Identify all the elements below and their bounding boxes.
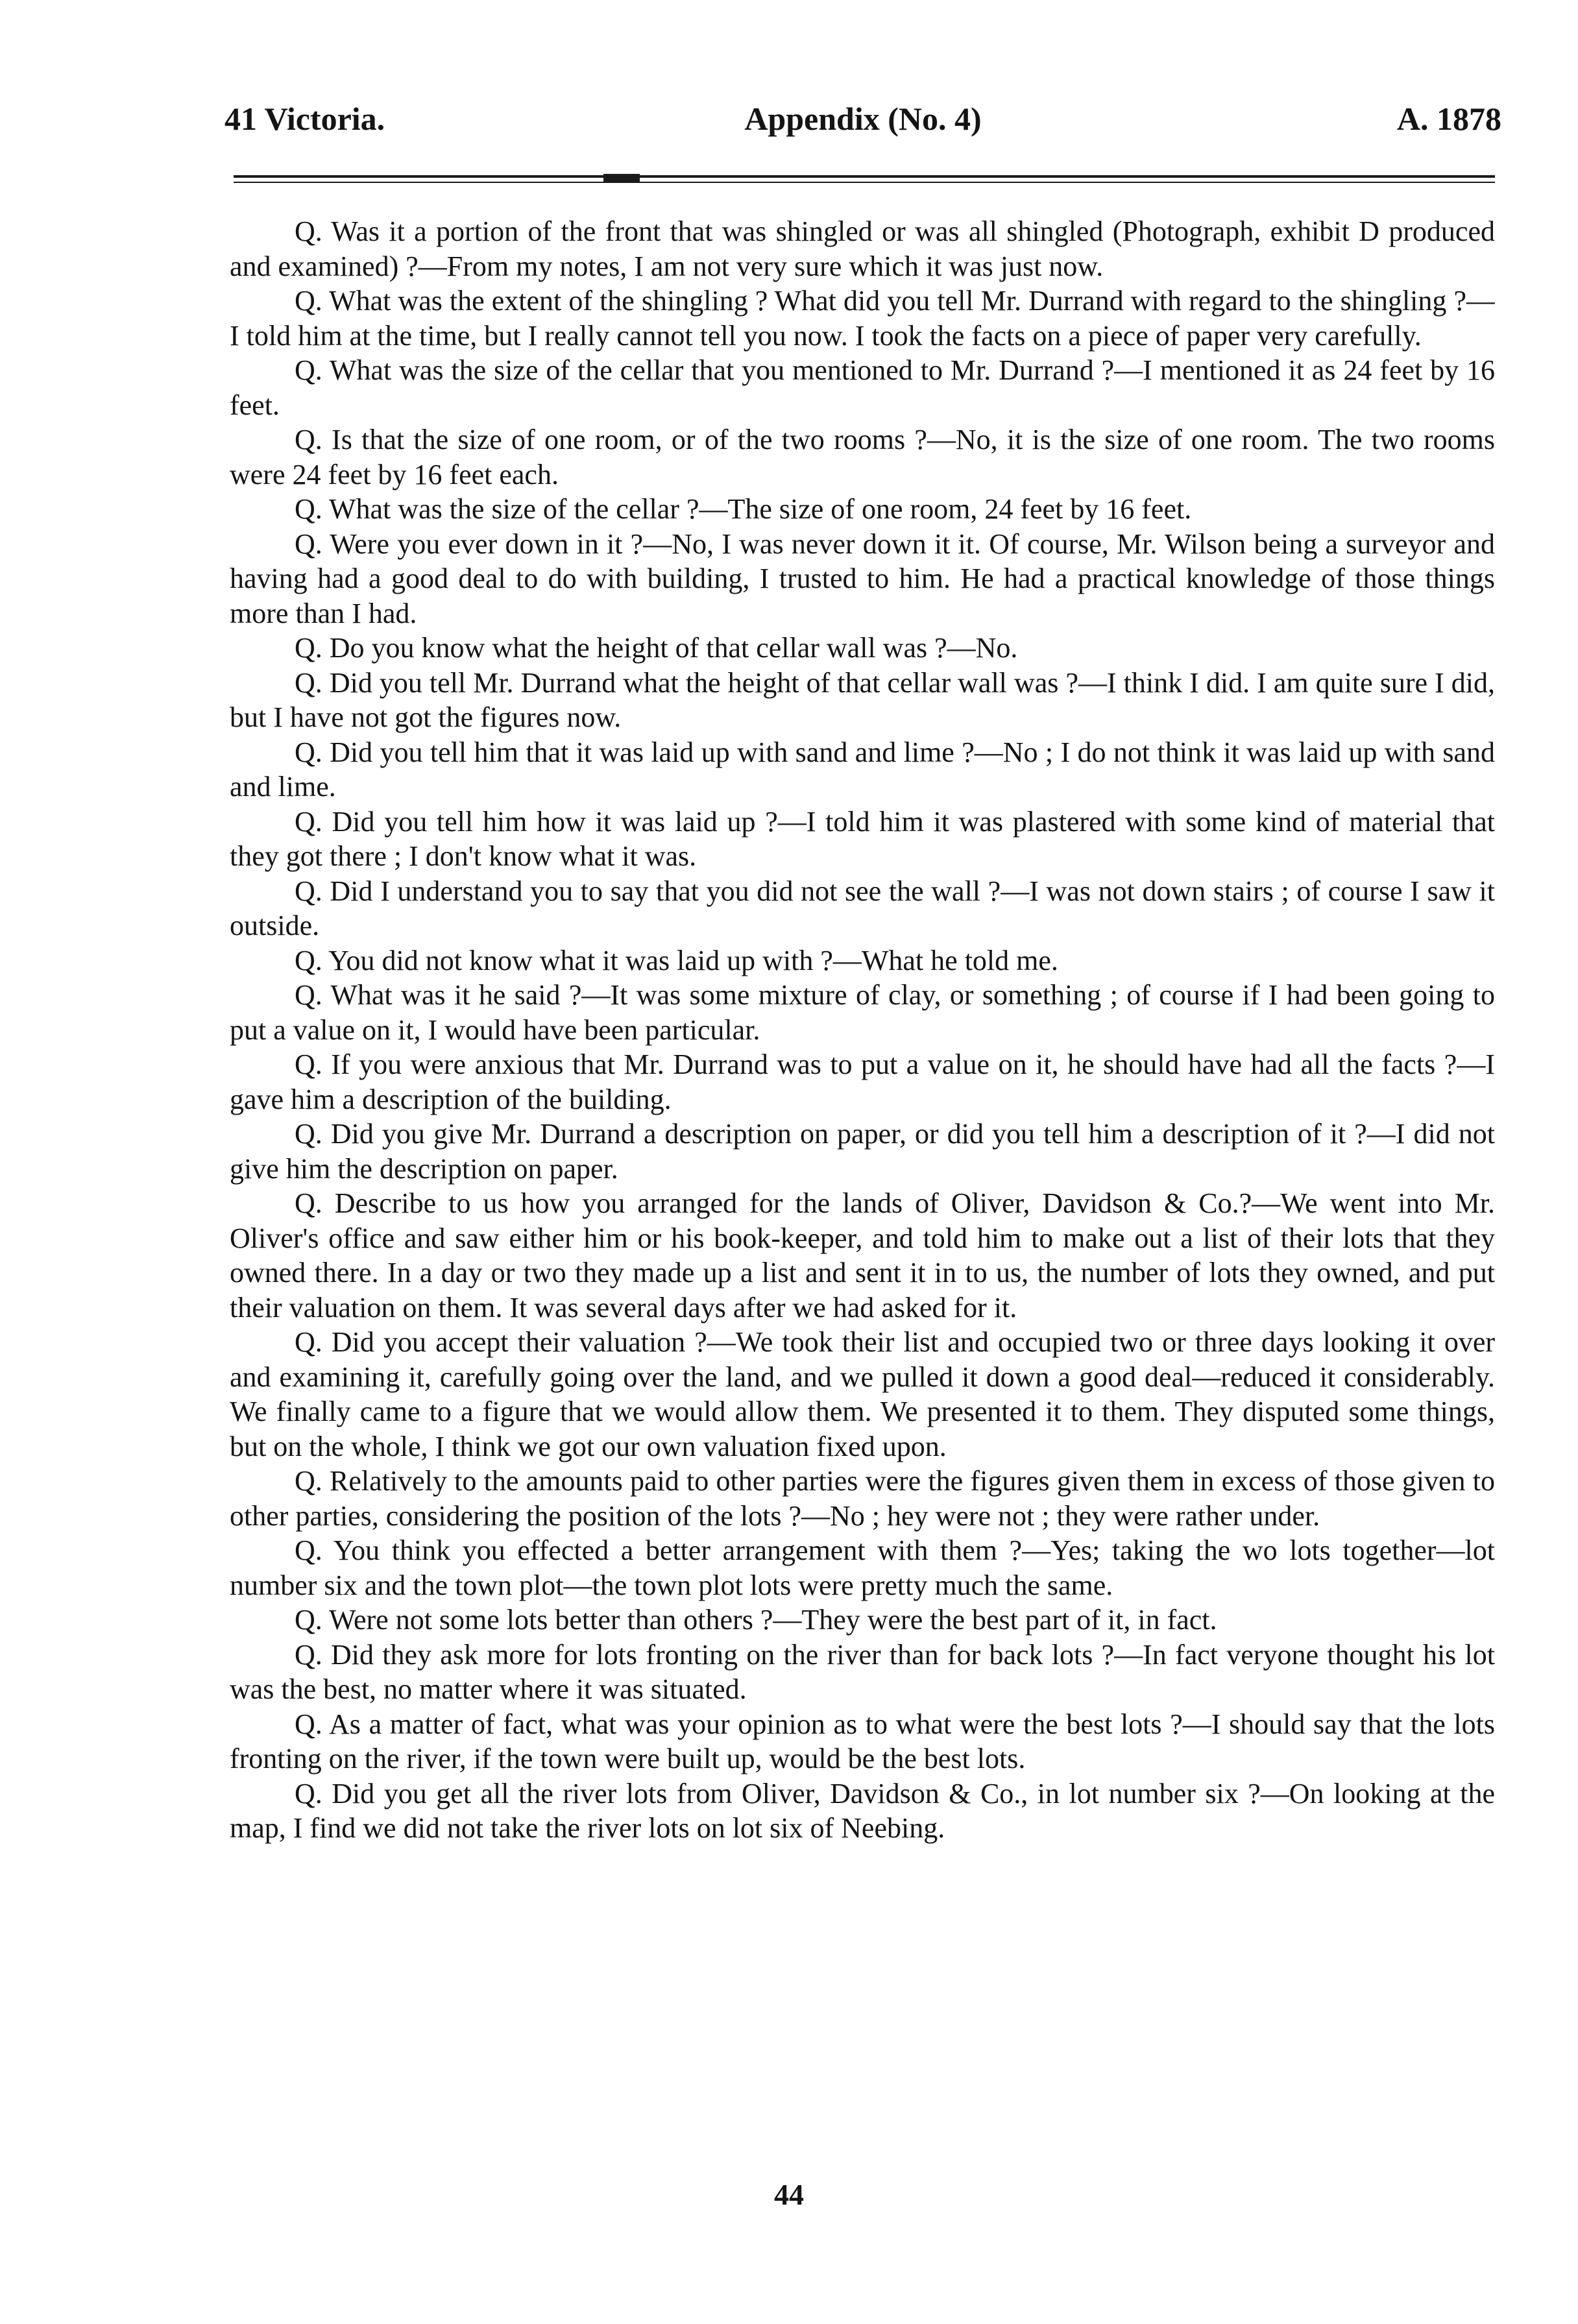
question-answer-paragraph: Q. What was the size of the cellar ?—The size of one room, 24 feet by 16 feet.: [295, 493, 1192, 525]
header-rule-top: [234, 175, 1495, 178]
header-session: 41 Victoria.: [225, 101, 385, 137]
question-answer-paragraph: Q. Did I understand you to say that you did not see the wall ?—I was not down stairs ; of course I saw it outside.: [230, 875, 1495, 941]
header-rule-bottom: [234, 182, 1495, 183]
question-answer-paragraph: Q. You think you effected a better arrangement with them ?—Yes; taking the wo lots together—lot number six and the town plot—the town plot lots were pretty much the same.: [230, 1534, 1495, 1601]
testimony-body: [230, 214, 1495, 2148]
question-answer-paragraph: Q. Do you know what the height of that cellar wall was ?—No.: [295, 632, 1018, 664]
question-answer-paragraph: Q. Did they ask more for lots fronting on the river than for back lots ?—In fact veryone thought his lot was the best, no matter where it was situated.: [230, 1638, 1495, 1705]
question-answer-paragraph: Q. Did you accept their valuation ?—We took their list and occupied two or three days looking it over and examining it, carefully going over the land, and we pulled it down a good deal—reduced it considerably. We finally came to a figure that we would allow them. We presented it to them. They disputed some things, but on the whole, I think we got our own valuation fixed upon.: [230, 1326, 1495, 1462]
question-answer-paragraph: Q. Did you tell him how it was laid up ?—I told him it was plastered with some kind of material that they got there ; I don't know what it was.: [230, 805, 1495, 872]
question-answer-paragraph: Q. What was the size of the cellar that you mentioned to Mr. Durrand ?—I mentioned it as 24 feet by 16 feet.: [230, 354, 1495, 421]
page-header: [225, 96, 1501, 141]
question-answer-paragraph: Q. What was the extent of the shingling ? What did you tell Mr. Durrand with regard to the shingling ?—I told him at the time, but I really cannot tell you now. I took the facts on a piece of paper very carefully.: [230, 285, 1495, 352]
header-rule-ornament: [603, 174, 640, 182]
question-answer-paragraph: Q. As a matter of fact, what was your opinion as to what were the best lots ?—I should say that the lots fronting on the river, if the town were built up, would be the best lots.: [230, 1708, 1495, 1774]
question-answer-paragraph: Q. If you were anxious that Mr. Durrand was to put a value on it, he should have had all the facts ?—I gave him a description of the building.: [230, 1048, 1495, 1115]
question-answer-paragraph: Q. You did not know what it was laid up with ?—What he told me.: [295, 944, 1058, 976]
question-answer-paragraph: Q. Were you ever down in it ?—No, I was never down it it. Of course, Mr. Wilson being a surveyor and having had a good deal to do with building, I trusted to him. He had a practical knowledge of those things more than I had.: [230, 527, 1495, 629]
question-answer-paragraph: Q. Were not some lots better than others ?—They were the best part of it, in fact.: [295, 1604, 1217, 1636]
question-answer-paragraph: Q. Is that the size of one room, or of the two rooms ?—No, it is the size of one room. The two rooms were 24 feet by 16 feet each.: [230, 424, 1495, 490]
header-appendix: Appendix (No. 4): [744, 101, 982, 137]
question-answer-paragraph: Q. Did you tell Mr. Durrand what the height of that cellar wall was ?—I think I did. I am quite sure I did, but I have not got the figures now.: [230, 666, 1495, 733]
question-answer-paragraph: Q. Relatively to the amounts paid to other parties were the figures given them in excess of those given to other parties, considering the position of the lots ?—No ; hey were not ; they were rather under.: [230, 1465, 1495, 1532]
question-answer-paragraph: Q. What was it he said ?—It was some mixture of clay, or something ; of course if I had been going to put a value on it, I would have been particular.: [230, 979, 1495, 1046]
question-answer-paragraph: Q. Describe to us how you arranged for the lands of Oliver, Davidson & Co.?—We went into Mr. Oliver's office and saw either him or his book-keeper, and told him to make out a list of their lots that they owned there. In a day or two they made up a list and sent it in to us, the number of lots they owned, and put their valuation on them. It was several days after we had asked for it.: [230, 1187, 1495, 1324]
question-answer-paragraph: Q. Did you get all the river lots from Oliver, Davidson & Co., in lot number six ?—On looking at the map, I find we did not take the river lots on lot six of Neebing.: [230, 1777, 1495, 1844]
page-number: 44: [774, 2178, 804, 2211]
header-year: A. 1878: [1396, 101, 1501, 137]
question-answer-paragraph: Q. Did you tell him that it was laid up with sand and lime ?—No ; I do not think it was laid up with sand and lime.: [230, 736, 1495, 803]
question-answer-paragraph: Q. Was it a portion of the front that was shingled or was all shingled (Photograph, exhibit D produced and examined) ?—From my notes, I am not very sure which it was just now.: [230, 215, 1495, 282]
question-answer-paragraph: Q. Did you give Mr. Durrand a description on paper, or did you tell him a description of it ?—I did not give him the description on paper.: [230, 1118, 1495, 1185]
